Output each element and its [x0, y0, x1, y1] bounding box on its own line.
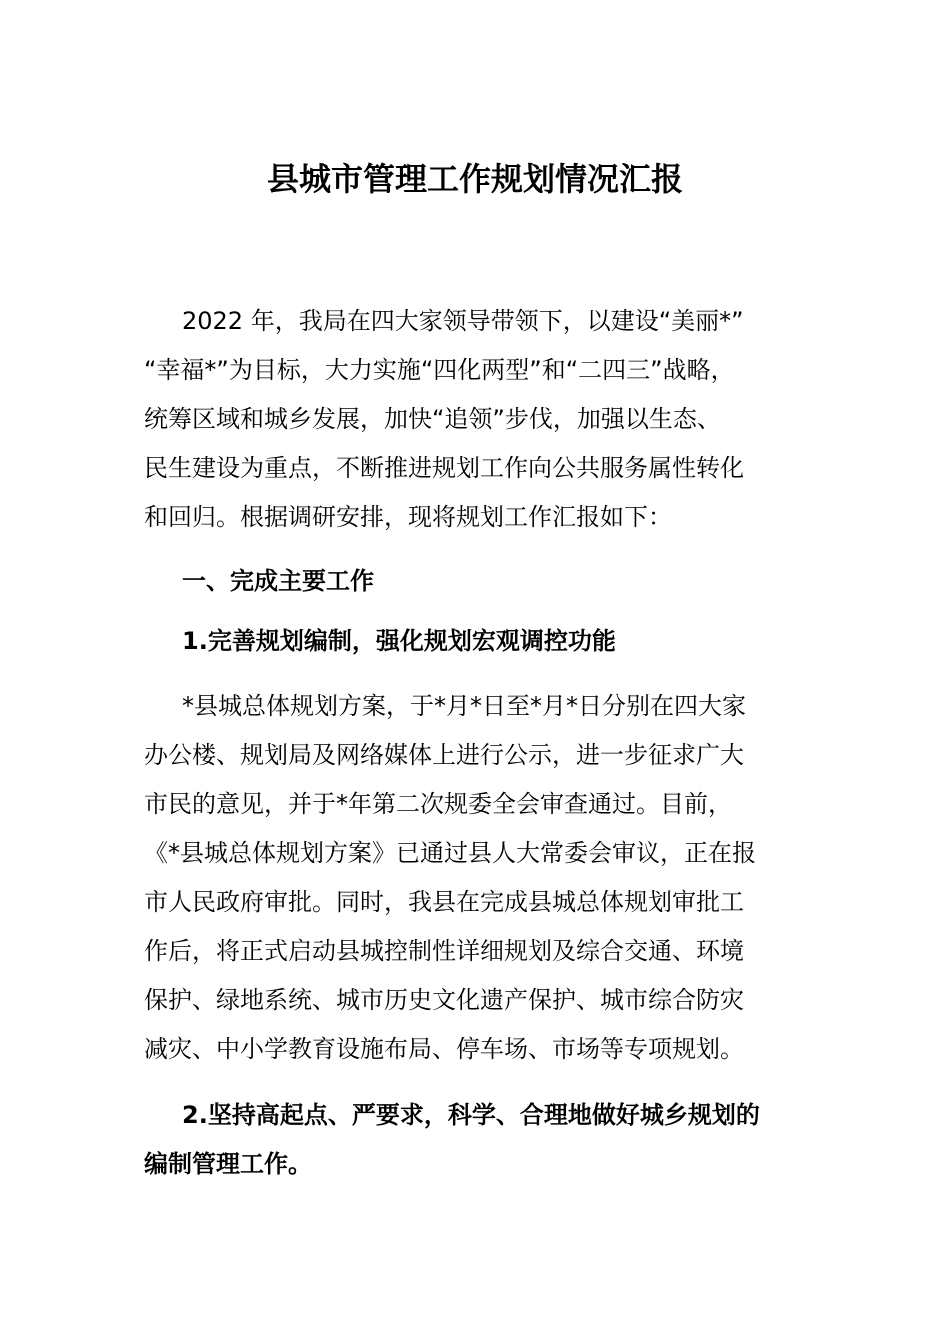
- paragraph-line: *县城总体规划方案，于*月*日至*月*日分别在四大家: [182, 692, 746, 720]
- paragraph-line: 2022 年，我局在四大家领导带领下，以建设“美丽*”: [182, 307, 744, 335]
- subsection-heading: 1.完善规划编制，强化规划宏观调控功能: [182, 627, 616, 655]
- paragraph-line: 办公楼、规划局及网络媒体上进行公示，进一步征求广大: [144, 741, 744, 769]
- paragraph-line: 民生建设为重点，不断推进规划工作向公共服务属性转化: [144, 454, 744, 482]
- subsection-heading: 编制管理工作。: [144, 1150, 312, 1178]
- paragraph-line: “幸福*”为目标，大力实施“四化两型”和“二四三”战略，: [144, 356, 735, 384]
- document-title: 县城市管理工作规划情况汇报: [266, 160, 683, 198]
- section-heading: 一、完成主要工作: [182, 567, 374, 595]
- paragraph-line: 和回归。根据调研安排，现将规划工作汇报如下：: [144, 503, 672, 531]
- paragraph-line: 减灾、中小学教育设施布局、停车场、市场等专项规划。: [144, 1035, 744, 1063]
- paragraph-line: 统筹区域和城乡发展，加快“追领”步伐，加强以生态、: [144, 405, 721, 433]
- paragraph-line: 《*县城总体规划方案》已通过县人大常委会审议，正在报: [144, 839, 756, 867]
- paragraph-line: 作后，将正式启动县城控制性详细规划及综合交通、环境: [144, 937, 744, 965]
- paragraph-line: 市人民政府审批。同时，我县在完成县城总体规划审批工: [144, 888, 744, 916]
- paragraph-line: 保护、绿地系统、城市历史文化遗产保护、城市综合防灾: [144, 986, 744, 1014]
- paragraph-line: 市民的意见，并于*年第二次规委全会审查通过。目前，: [144, 790, 732, 818]
- subsection-heading: 2.坚持高起点、严要求，科学、合理地做好城乡规划的: [182, 1101, 760, 1129]
